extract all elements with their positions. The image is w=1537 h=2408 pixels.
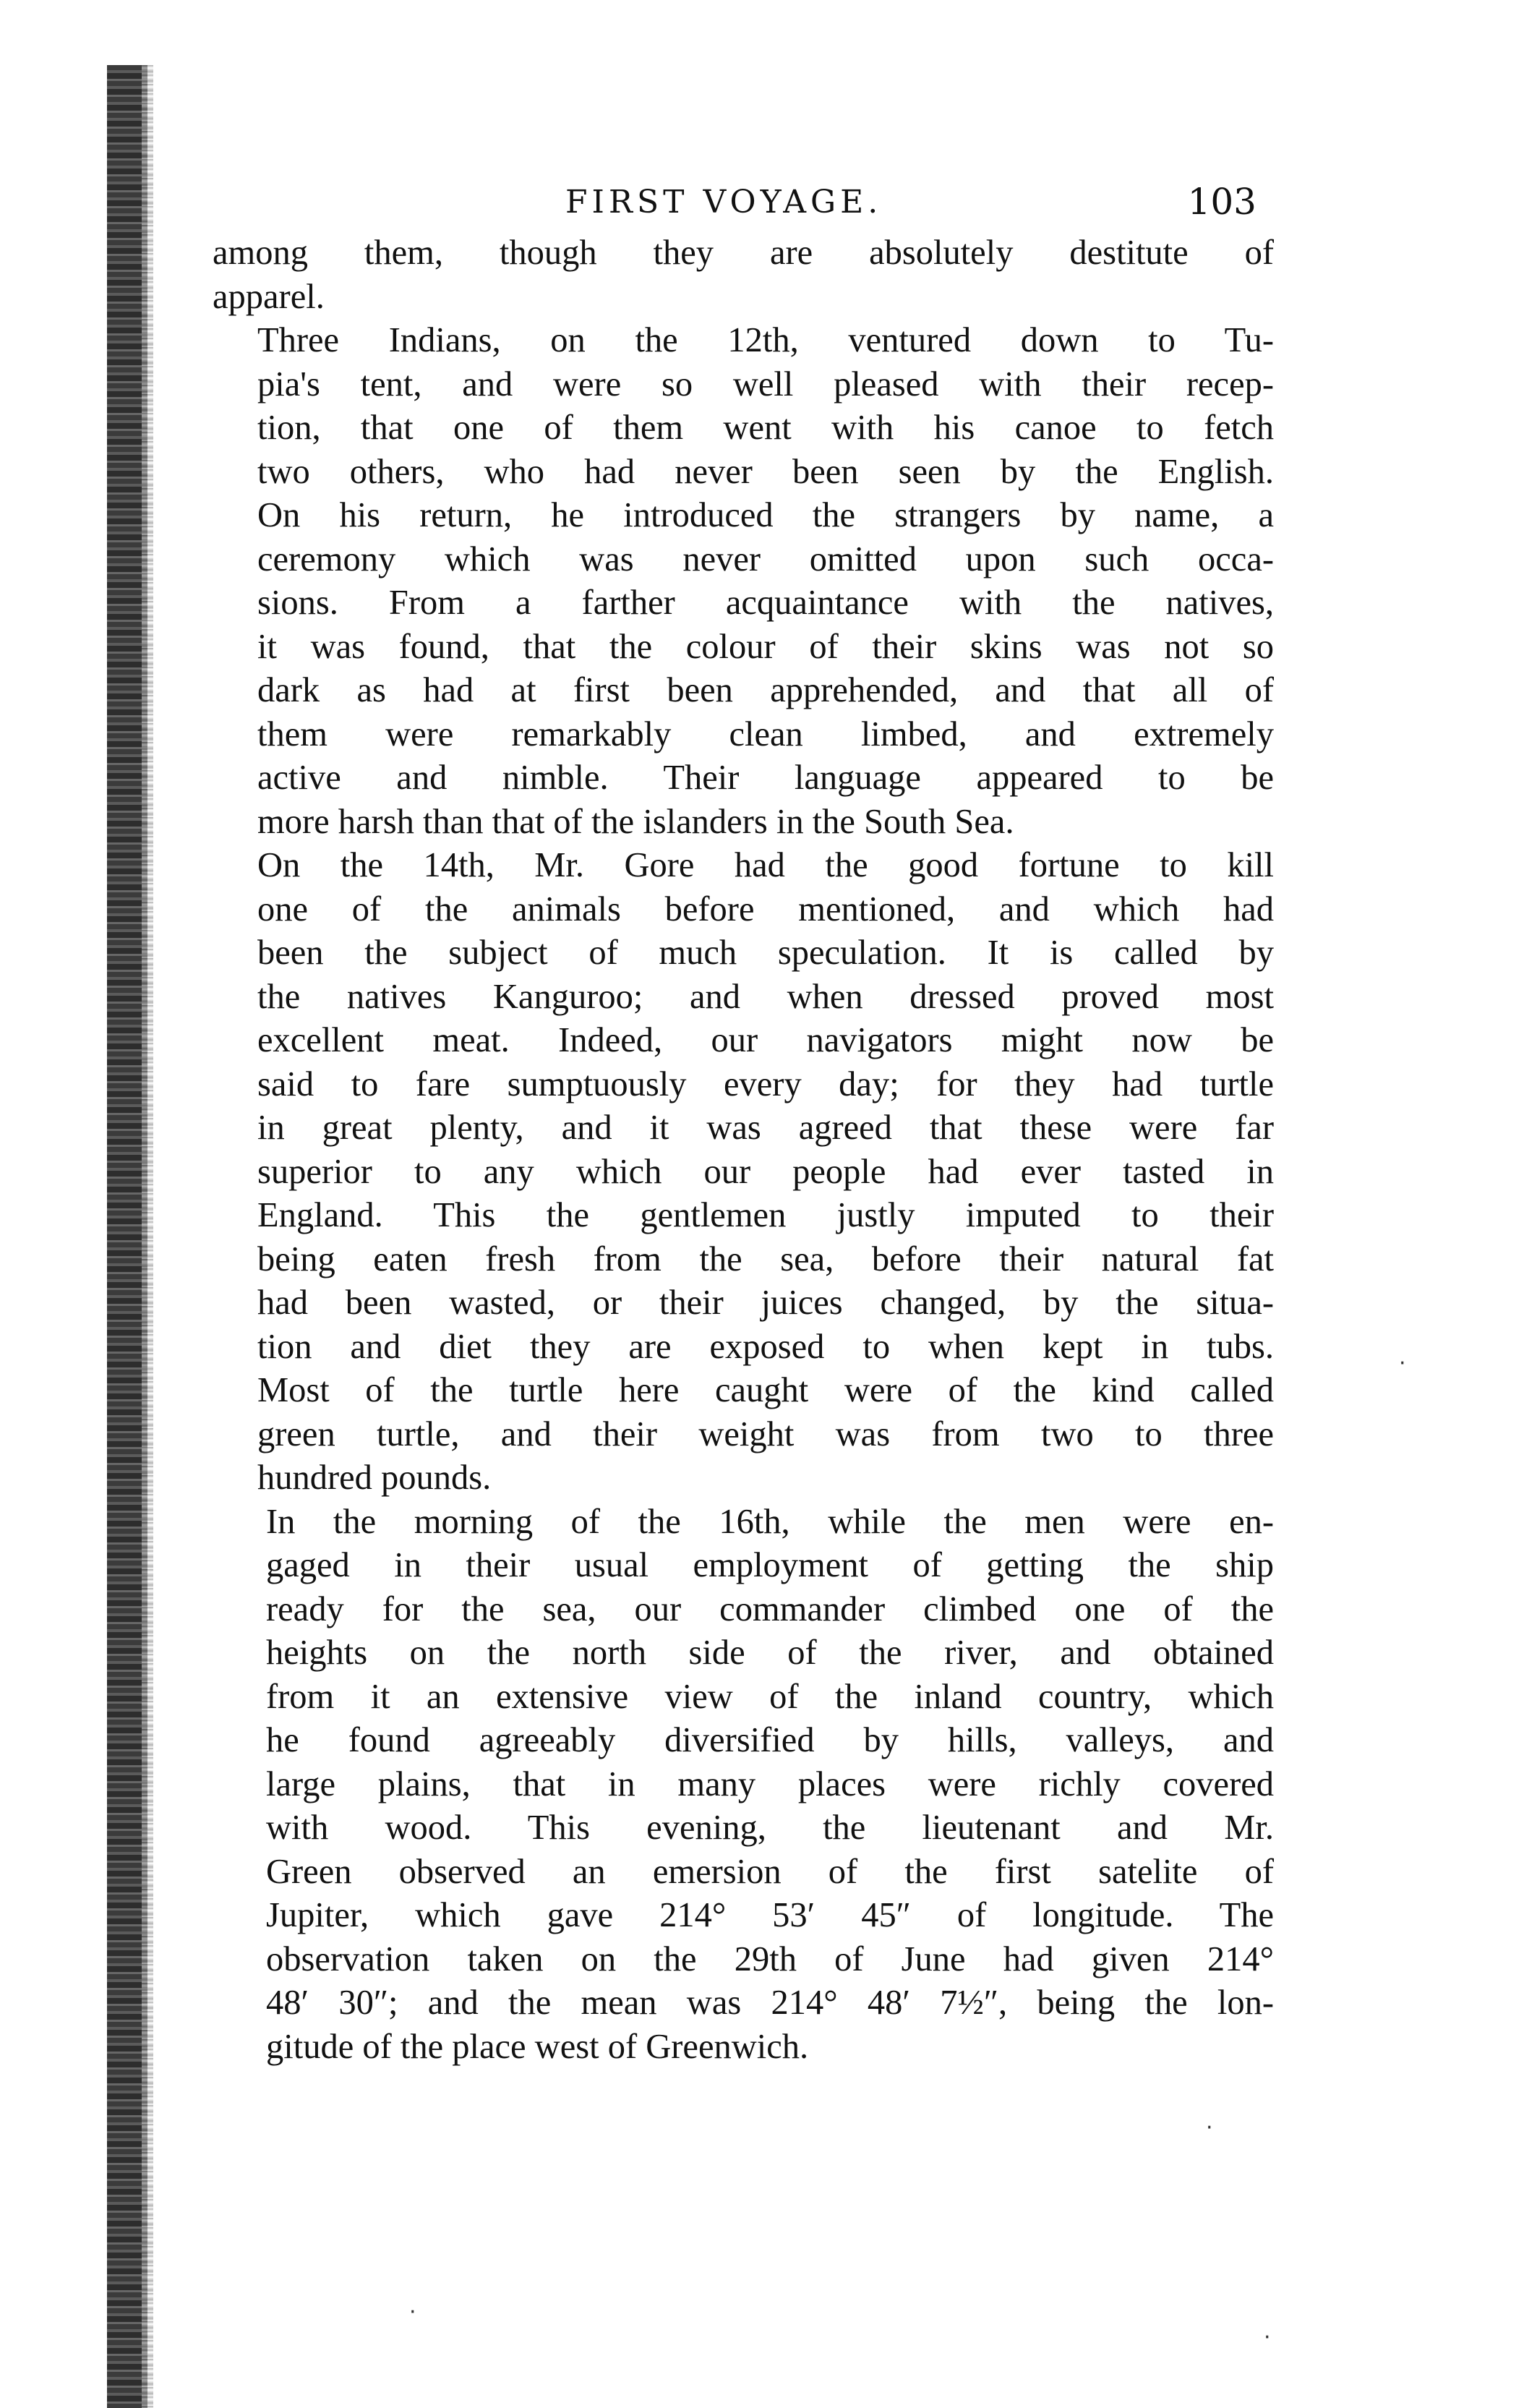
paragraph-3 [213, 844, 1274, 1500]
text-line: had been wasted, or their juices changed, by the situa- [257, 1284, 1274, 1322]
paragraph-4 [221, 1500, 1274, 2070]
text-line: large plains, that in many places were richly covered [266, 1764, 1274, 1803]
scan-speck: · [1264, 2325, 1271, 2350]
text-line: he found agreeably diversified by hills, valleys, and [266, 1721, 1274, 1759]
text-line: In the morning of the 16th, while the men were en- [266, 1502, 1274, 1541]
text-line: excellent meat. Indeed, our navigators might now be [257, 1021, 1274, 1059]
text-line: ceremony which was never omitted upon such occa- [257, 539, 1274, 578]
text-line: Jupiter, which gave 214° 53′ 45″ of longitude. The [266, 1896, 1274, 1934]
text-line: being eaten fresh from the sea, before their natural fat [257, 1239, 1274, 1278]
scan-speck: · [409, 2300, 416, 2325]
text-line: dark as had at first been apprehended, and that all of [257, 671, 1274, 709]
text-line: Green observed an emersion of the first satelite of [266, 1852, 1274, 1891]
text-line: England. This the gentlemen justly imputed to their [257, 1196, 1274, 1234]
text-line: superior to any which our people had ever tasted in [257, 1152, 1274, 1191]
text-line: Most of the turtle here caught were of the kind called [257, 1371, 1274, 1409]
binding-gutter-edge [142, 65, 153, 2408]
text-line: more harsh than that of the islanders in the South Sea. [257, 802, 1014, 841]
text-line: them were remarkably clean limbed, and extremely [257, 714, 1274, 753]
text-line: apparel. [213, 277, 325, 316]
text-line: hundred pounds. [257, 1459, 492, 1497]
text-line: sions. From a farther acquaintance with the natives, [257, 584, 1274, 622]
page-number: 103 [1187, 181, 1256, 223]
text-line: heights on the north side of the river, and obtained [266, 1634, 1274, 1672]
text-line: gaged in their usual employment of getting the ship [266, 1546, 1274, 1584]
text-line: from it an extensive view of the inland country, which [266, 1677, 1274, 1716]
text-line: the natives Kanguroo; and when dressed proved most [257, 977, 1274, 1016]
text-line: ready for the sea, our commander climbed one of the [266, 1589, 1274, 1628]
scan-speck: · [1399, 1351, 1406, 1376]
page-header [217, 181, 1272, 227]
text-line: Three Indians, on the 12th, ventured down to Tu- [257, 321, 1274, 359]
text-line: said to fare sumptuously every day; for they had turtle [257, 1064, 1274, 1103]
scan-speck: · [1206, 2115, 1213, 2140]
text-line: tion and diet they are exposed to when kept in tubs. [257, 1327, 1274, 1366]
text-line: pia's tent, and were so well pleased with their recep- [257, 364, 1274, 404]
text-line: in great plenty, and it was agreed that these were far [257, 1109, 1274, 1147]
text-line: On his return, he introduced the strangers by name, a [257, 496, 1274, 534]
text-line: one of the animals before mentioned, and which had [257, 889, 1274, 928]
running-head: FIRST VOYAGE. [565, 184, 883, 221]
text-line: two others, who had never been seen by the English. [257, 452, 1274, 491]
text-line: 48′ 30″; and the mean was 214° 48′ 7½″, being the lon- [266, 1984, 1274, 2022]
text-line: observation taken on the 29th of June had given 214° [266, 1939, 1274, 1978]
text-line: green turtle, and their weight was from two to three [257, 1414, 1274, 1453]
body-text [213, 231, 1274, 2069]
text-line: On the 14th, Mr. Gore had the good fortune to kill [257, 846, 1274, 884]
paragraph-1 [213, 231, 1274, 319]
text-line: gitude of the place west of Greenwich. [266, 2027, 809, 2066]
text-line: it was found, that the colour of their skins was not so [257, 627, 1274, 666]
text-line: with wood. This evening, the lieutenant and Mr. [266, 1809, 1274, 1847]
text-line: among them, though they are absolutely destitute of [213, 234, 1274, 272]
text-line: been the subject of much speculation. It is called by [257, 934, 1274, 972]
paragraph-2 [213, 319, 1274, 844]
text-line: active and nimble. Their language appeared to be [257, 759, 1274, 797]
text-line: tion, that one of them went with his canoe to fetch [257, 409, 1274, 447]
